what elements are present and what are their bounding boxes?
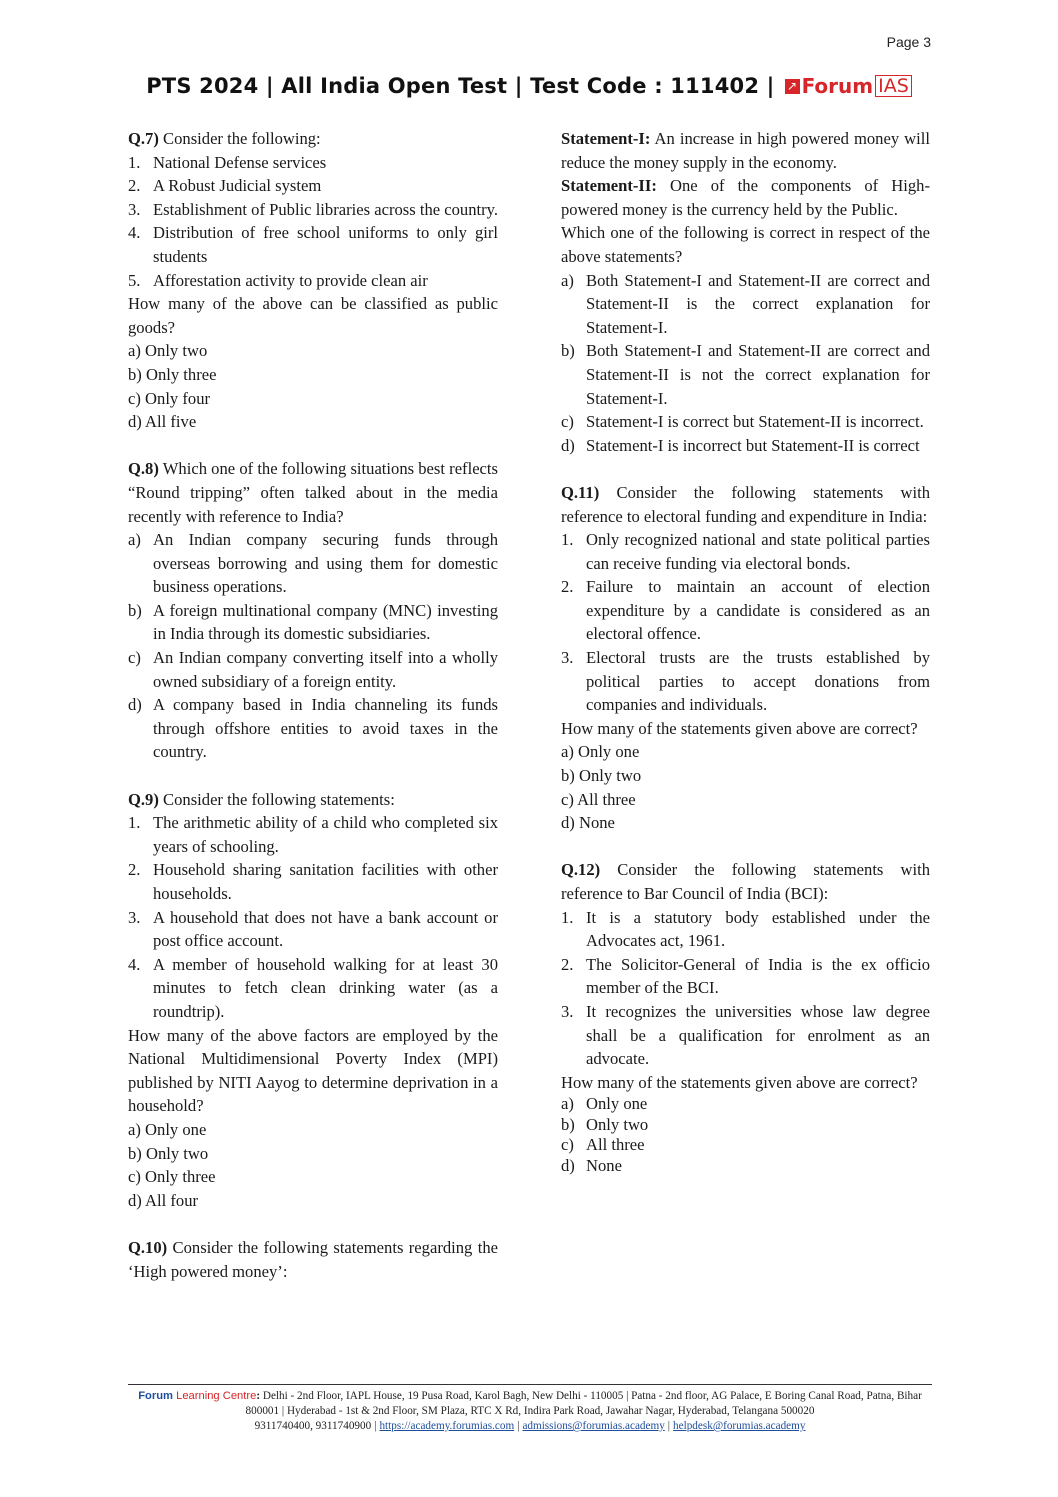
left-column — [128, 127, 498, 1283]
footer-brand: Forum — [138, 1390, 173, 1402]
option-text: Only two — [586, 1114, 649, 1134]
question-prompt: How many of the statements given above are correct? — [561, 1072, 918, 1092]
list-marker: 1. — [561, 530, 574, 550]
question-prompt: How many of the above can be classified as public goods? — [128, 294, 498, 337]
list-item — [561, 953, 930, 1000]
admissions-email-link[interactable]: admissions@forumias.academy — [522, 1420, 665, 1432]
option-text: Both Statement-I and Statement-II are correct and Statement-II is the correct explanation for Statement-I. — [586, 270, 930, 337]
helpdesk-email-link[interactable]: helpdesk@forumias.academy — [673, 1420, 806, 1432]
option-marker: c) — [128, 648, 141, 668]
list-item-text: National Defense services — [153, 152, 327, 172]
list-item — [128, 953, 498, 1024]
list-item — [128, 906, 498, 953]
answer-option: a) Only two — [128, 341, 208, 361]
list-marker: 2. — [561, 954, 574, 974]
list-item-text: It is a statutory body established under the Advocates act, 1961. — [586, 907, 930, 951]
answer-option: b) Only two — [561, 766, 642, 786]
list-item — [561, 575, 930, 646]
footer-address-line — [128, 1389, 932, 1419]
list-item — [128, 151, 498, 175]
question-11 — [561, 481, 930, 835]
option-text: A foreign multinational company (MNC) investing in India through its domestic subsidiaries. — [153, 600, 498, 644]
question-text: Consider the following: — [158, 129, 321, 148]
answer-option: d) All four — [128, 1190, 199, 1210]
option-text: A company based in India channeling its funds through offshore entities to avoid taxes in the country. — [153, 695, 498, 762]
statement-2 — [561, 174, 930, 221]
list-marker: 5. — [128, 270, 141, 290]
footer-contact-line — [128, 1419, 932, 1434]
answer-option: c) Only four — [128, 388, 211, 408]
question-8-stem — [128, 457, 498, 528]
option-marker: a) — [128, 530, 141, 550]
question-text: Which one of the following situations best reflects “Round tripping” often talked about in the media recently with reference to India? — [128, 459, 498, 526]
answer-option — [128, 646, 498, 693]
question-9-stem — [128, 788, 498, 812]
list-item-text: The arithmetic ability of a child who completed six years of schooling. — [153, 813, 498, 856]
list-item-text: The Solicitor-General of India is the ex officio member of the BCI. — [586, 954, 930, 998]
list-item-text: A member of household walking for at least 30 minutes to fetch clean drinking water (as a roundtrip). — [153, 954, 498, 1021]
question-prompt: How many of the statements given above are correct? — [561, 718, 918, 738]
list-item — [128, 198, 498, 222]
answer-option — [561, 410, 930, 434]
footer-learning-centre: Learning Centre — [173, 1390, 257, 1402]
logo-forum-text: Forum — [801, 74, 874, 98]
list-item — [561, 906, 930, 953]
option-text: Only one — [586, 1094, 648, 1114]
statement-text: An increase in high powered money will reduce the money supply in the economy. — [561, 129, 930, 172]
question-12-stem — [561, 858, 930, 905]
option-marker: b) — [561, 1114, 575, 1134]
question-10-stem — [128, 1236, 498, 1283]
list-item-text: A household that does not have a bank account or post office account. — [153, 907, 498, 951]
question-number: Q.8) — [128, 459, 159, 479]
list-marker: 3. — [561, 648, 574, 668]
question-11-stem — [561, 481, 930, 528]
statement-label: Statement-I: — [561, 129, 651, 148]
question-12 — [561, 858, 930, 1176]
answer-option: c) Only three — [128, 1167, 216, 1187]
footer-phones: 9311740400, 9311740900 — [254, 1420, 372, 1432]
option-text: Statement-I is correct but Statement-II is incorrect. — [586, 412, 924, 432]
list-marker: 3. — [128, 907, 141, 927]
list-item — [128, 174, 498, 198]
answer-option — [561, 339, 930, 410]
answer-option — [561, 1094, 930, 1115]
question-number: Q.10) — [128, 1237, 168, 1257]
answer-option — [561, 1115, 930, 1136]
answer-option — [561, 1156, 930, 1177]
list-item-text: Electoral trusts are the trusts established by political parties to accept donations from companies and individuals. — [586, 648, 930, 715]
option-text: An Indian company converting itself into a wholly owned subsidiary of a foreign entity. — [153, 648, 498, 691]
list-item-text: Only recognized national and state political parties can receive funding via electoral bonds. — [586, 530, 930, 573]
statement-1 — [561, 127, 930, 174]
question-8 — [128, 457, 498, 764]
option-marker: a) — [561, 270, 574, 290]
list-marker: 4. — [128, 223, 141, 243]
question-9 — [128, 788, 498, 1213]
option-marker: b) — [561, 341, 575, 361]
option-marker: d) — [128, 695, 142, 715]
separator: | — [374, 1420, 377, 1432]
list-marker: 1. — [128, 813, 141, 833]
answer-option — [128, 693, 498, 764]
option-text: None — [586, 1155, 622, 1175]
question-10 — [128, 1236, 498, 1283]
question-number: Q.7) — [128, 129, 159, 148]
answer-option: a) Only one — [128, 1119, 207, 1139]
question-7-stem — [128, 127, 498, 151]
option-text: All three — [586, 1135, 645, 1155]
question-prompt: Which one of the following is correct in respect of the above statements? — [561, 223, 930, 266]
test-title: PTS 2024 | All India Open Test | Test Code : 111402 | — [146, 74, 775, 98]
list-marker: 2. — [128, 176, 141, 196]
list-marker: 1. — [561, 907, 574, 927]
list-item-text: Household sharing sanitation facilities with other households. — [153, 860, 498, 903]
answer-option — [128, 599, 498, 646]
statement-text: One of the components of High-powered money is the currency held by the Public. — [561, 176, 930, 219]
answer-option — [561, 269, 930, 340]
list-item-text: Afforestation activity to provide clean air — [153, 270, 428, 290]
option-text: Both Statement-I and Statement-II are correct and Statement-II is not the correct explanation for Statement-I. — [586, 341, 930, 408]
question-number: Q.9) — [128, 789, 159, 809]
question-text: Consider the following statements: — [158, 789, 395, 809]
option-text: An Indian company securing funds through overseas borrowing and using them for domestic business operations. — [153, 530, 498, 597]
answer-option: d) All five — [128, 412, 197, 432]
page-footer — [128, 1384, 932, 1434]
list-item — [128, 269, 498, 293]
right-column — [561, 127, 930, 1176]
answer-option — [561, 434, 930, 458]
footer-colon: : — [256, 1390, 261, 1402]
separator: | — [517, 1420, 520, 1432]
list-item — [128, 221, 498, 268]
answer-option: a) Only one — [561, 742, 640, 762]
option-text: Statement-I is incorrect but Statement-II is correct — [586, 435, 920, 455]
question-10-continued — [561, 127, 930, 457]
list-item-text: Failure to maintain an account of election expenditure by a candidate is considered as an electoral offence. — [586, 577, 930, 644]
list-item-text: Distribution of free school uniforms to only girl students — [153, 223, 498, 266]
option-marker: b) — [128, 600, 142, 620]
separator: | — [667, 1420, 671, 1432]
option-marker: a) — [561, 1094, 574, 1114]
question-text: Consider the following statements regarding the ‘High powered money’: — [128, 1237, 498, 1281]
website-link[interactable]: https://academy.forumias.com — [379, 1420, 515, 1432]
footer-addresses: Delhi - 2nd Floor, IAPL House, 19 Pusa Road, Karol Bagh, New Delhi - 110005 | Patna - 2nd floor, AG Palace, E Boring Canal Road, Patna, Bihar 800001 | Hyderabad - 1st & 2nd Floor, SM Plaza, RTC X Rd, Indira Park Road, Jawahar Nagar, Hyderabad, Telangana 500020 — [245, 1390, 922, 1417]
logo-ias-text: IAS — [875, 75, 912, 97]
list-item — [128, 858, 498, 905]
option-marker: c) — [561, 1135, 574, 1155]
answer-option: d) None — [561, 813, 615, 833]
question-prompt: How many of the above factors are employed by the National Multidimensional Poverty Index (MPI) published by NITI Aayog to determine deprivation in a household? — [128, 1025, 498, 1116]
page-number: Page 3 — [886, 34, 931, 50]
statement-label: Statement-II: — [561, 176, 657, 196]
answer-option — [128, 528, 498, 599]
option-marker: d) — [561, 1155, 575, 1175]
list-marker: 2. — [561, 577, 574, 597]
page-header — [0, 74, 1058, 98]
question-7 — [128, 127, 498, 434]
list-item-text: Establishment of Public libraries across the country. — [153, 199, 499, 219]
list-marker: 1. — [128, 152, 141, 172]
list-item — [561, 1000, 930, 1071]
forumias-logo — [785, 74, 912, 98]
question-number: Q.12) — [561, 860, 601, 880]
arrow-icon: ↗ — [785, 79, 800, 94]
list-marker: 3. — [561, 1001, 574, 1021]
answer-option: b) Only three — [128, 364, 217, 384]
answer-option — [561, 1135, 930, 1156]
list-marker: 4. — [128, 954, 141, 974]
list-marker: 3. — [128, 199, 141, 219]
list-item-text: A Robust Judicial system — [153, 176, 322, 196]
question-text: Consider the following statements with reference to Bar Council of India (BCI): — [561, 860, 930, 903]
question-text: Consider the following statements with reference to electoral funding and expenditure in India: — [561, 482, 930, 526]
list-item — [128, 811, 498, 858]
list-item-text: It recognizes the universities whose law degree shall be a qualification for enrolment as an advocate. — [586, 1001, 930, 1069]
list-marker: 2. — [128, 860, 141, 880]
question-12-tail — [561, 1071, 930, 1177]
answer-option: c) All three — [561, 789, 636, 809]
list-item — [561, 528, 930, 575]
list-item — [561, 646, 930, 717]
option-marker: d) — [561, 435, 575, 455]
question-number: Q.11) — [561, 482, 600, 502]
option-marker: c) — [561, 412, 574, 432]
answer-option: b) Only two — [128, 1143, 209, 1163]
